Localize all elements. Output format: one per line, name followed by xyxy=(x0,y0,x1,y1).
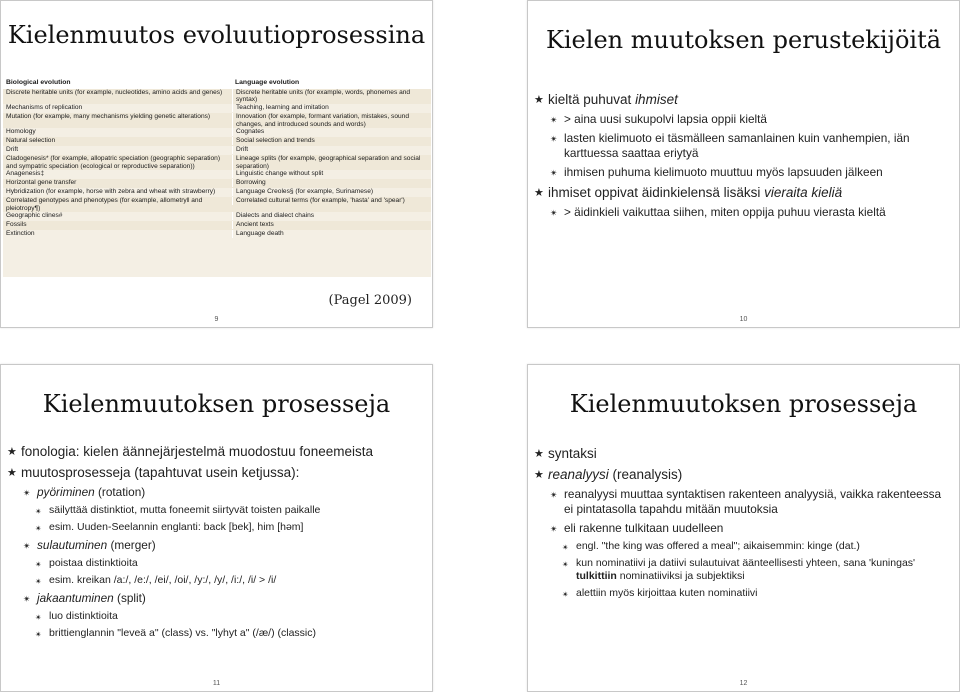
bullet-emphasis: tulkittiin xyxy=(576,570,617,582)
slide-title: Kielenmuutoksen prosesseja xyxy=(569,390,918,418)
cell-language: Innovation (for example, formant variation, mistakes, sound changes, and introduced sounds and words) xyxy=(232,113,428,128)
bullet-text: poistaa distinktioita xyxy=(49,557,138,569)
cell-language: Language death xyxy=(232,230,428,238)
table-header xyxy=(3,77,431,89)
asterisk-bullet-icon: ✴ xyxy=(23,488,31,498)
table-row xyxy=(3,137,431,146)
asterisk-bullet-icon: ✴ xyxy=(23,594,31,604)
page-number: 10 xyxy=(739,316,748,323)
bullet-item xyxy=(7,610,424,623)
bullet-text: (rotation) xyxy=(94,485,146,499)
table-row xyxy=(3,146,431,155)
asterisk-bullet-icon: ✴ xyxy=(23,541,31,551)
evolution-comparison-table xyxy=(3,77,431,277)
bullet-item xyxy=(7,538,424,553)
citation: (Pagel 2009) xyxy=(328,293,412,308)
bullet-term: reanalyysi xyxy=(548,467,609,482)
star-bullet-icon: ★ xyxy=(534,469,544,481)
bullet-item xyxy=(534,540,951,553)
bullet-item xyxy=(534,557,951,583)
cell-language: Linguistic change without split xyxy=(232,170,428,178)
cell-biological: Mechanisms of replication xyxy=(6,103,83,111)
bullet-item xyxy=(534,165,951,180)
page-number: 9 xyxy=(214,316,219,323)
asterisk-bullet-icon: ✴ xyxy=(550,115,558,125)
bullet-item xyxy=(534,466,951,483)
table-row xyxy=(3,179,431,188)
cell-language: Ancient texts xyxy=(232,221,428,229)
cell-biological: Discrete heritable units (for example, nucleotides, amino acids and genes) xyxy=(6,88,223,96)
cell-biological: Homology xyxy=(6,128,36,136)
bullet-text: muutosprosesseja (tapahtuvat usein ketjussa): xyxy=(21,465,300,480)
bullet-text: ihmiset oppivat äidinkielensä lisäksi xyxy=(548,185,765,200)
bullet-item xyxy=(534,184,951,201)
bullet-text: esim. Uuden-Seelannin englanti: back [bek], him [həm] xyxy=(49,521,304,533)
star-bullet-icon: ★ xyxy=(534,187,544,199)
bullet-term: pyöriminen xyxy=(37,485,95,499)
bullet-item xyxy=(7,574,424,587)
bullet-item xyxy=(534,205,951,220)
cell-language: Correlated cultural terms (for example, 'hasta' and 'spear') xyxy=(232,197,428,205)
slide-12 xyxy=(527,364,960,692)
cell-language: Social selection and trends xyxy=(232,137,428,145)
table-row xyxy=(3,104,431,113)
bullet-term: sulautuminen xyxy=(37,538,108,552)
table-row xyxy=(3,170,431,179)
page-number: 11 xyxy=(212,680,221,687)
bullet-term: ihmiset xyxy=(635,92,678,107)
asterisk-bullet-icon: ✴ xyxy=(562,560,569,569)
slide-10 xyxy=(527,0,960,328)
table-row xyxy=(3,89,431,104)
bullet-item xyxy=(7,591,424,606)
table-row xyxy=(3,230,431,239)
cell-biological: Hybridization (for example, horse with zebra and wheat with strawberry) xyxy=(6,188,216,196)
bullet-item xyxy=(534,91,951,108)
cell-language: Lineage splits (for example, geographical separation and social separation) xyxy=(232,155,428,170)
bullet-text: eli rakenne tulkitaan uudelleen xyxy=(564,521,724,535)
bullet-term: jakaantuminen xyxy=(37,591,114,605)
asterisk-bullet-icon: ✴ xyxy=(550,490,558,500)
bullet-text: > äidinkieli vaikuttaa siihen, miten oppija puhuu vierasta kieltä xyxy=(564,205,886,219)
bullet-text: lasten kielimuoto ei täsmälleen samanlainen kuin vanhempien, iän karttuessa saattaa eriytyä xyxy=(564,131,910,160)
cell-language: Teaching, learning and imitation xyxy=(232,104,428,112)
cell-language: Cognates xyxy=(232,128,428,136)
cell-biological: Geographic clines# xyxy=(6,212,63,220)
bullet-item xyxy=(7,521,424,534)
bullet-text: engl. "the king was offered a meal"; aikaisemmin: kinge (dat.) xyxy=(576,540,860,552)
asterisk-bullet-icon: ✴ xyxy=(35,560,42,569)
table-row xyxy=(3,212,431,221)
asterisk-bullet-icon: ✴ xyxy=(550,524,558,534)
bullet-text: fonologia: kielen äännejärjestelmä muodostuu foneemeista xyxy=(21,444,373,459)
cell-biological: Cladogenesis* (for example, allopatric speciation (geographic separation) and sympatric speciation (ecological or reproductive separation)) xyxy=(6,155,221,170)
bullet-text: luo distinktioita xyxy=(49,610,118,622)
asterisk-bullet-icon: ✴ xyxy=(562,590,569,599)
table-row xyxy=(3,221,431,230)
bullet-text: kun nominatiivi ja datiivi sulautuivat äänteellisesti yhteen, sana 'kuningas' xyxy=(576,557,916,569)
bullet-item xyxy=(7,443,424,460)
table-body xyxy=(3,89,431,240)
bullet-text: esim. kreikan /a:/, /e:/, /ei/, /oi/, /y:/, /y/, /i:/, /i/ > /i/ xyxy=(49,574,277,586)
header-language: Language evolution xyxy=(235,79,300,86)
header-biological: Biological evolution xyxy=(6,79,71,86)
bullet-text: (merger) xyxy=(107,538,156,552)
asterisk-bullet-icon: ✴ xyxy=(562,543,569,552)
bullet-text: brittienglannin "leveä a" (class) vs. "lyhyt a" (/æ/) (classic) xyxy=(49,627,316,639)
slide-9 xyxy=(0,0,433,328)
slide-title: Kielen muutoksen perustekijöitä xyxy=(545,26,942,54)
slide-title: Kielenmuutos evoluutioprosessina xyxy=(7,21,426,49)
bullet-text-end: nominatiiviksi ja subjektiksi xyxy=(616,570,745,582)
table-row xyxy=(3,188,431,197)
bullet-text: (split) xyxy=(113,591,146,605)
cell-language: Borrowing xyxy=(232,179,428,187)
bullet-text: kieltä puhuvat xyxy=(548,92,636,107)
asterisk-bullet-icon: ✴ xyxy=(35,507,42,516)
cell-language: Discrete heritable units (for example, words, phonemes and syntax) xyxy=(232,89,428,104)
cell-biological: Mutation (for example, many mechanisms yielding genetic alterations) xyxy=(6,112,211,120)
bullet-text: säilyttää distinktiot, mutta foneemit siirtyvät toisten paikalle xyxy=(49,504,321,516)
cell-biological: Horizontal gene transfer xyxy=(6,179,77,187)
bullet-text: ihmisen puhuma kielimuoto muuttuu myös lapsuuden jälkeen xyxy=(564,165,883,179)
asterisk-bullet-icon: ✴ xyxy=(550,134,558,144)
cell-language: Language Creoles§ (for example, Surinamese) xyxy=(232,188,428,196)
table-row xyxy=(3,128,431,137)
asterisk-bullet-icon: ✴ xyxy=(35,630,42,639)
cell-biological: Fossils xyxy=(6,221,27,229)
table-row xyxy=(3,197,431,212)
star-bullet-icon: ★ xyxy=(534,94,544,106)
cell-biological: Correlated genotypes and phenotypes (for example, allometry‖ and pleiotropy¶) xyxy=(6,197,203,212)
slide-title: Kielenmuutoksen prosesseja xyxy=(42,390,391,418)
bullet-text: reanalyysi muuttaa syntaktisen rakenteen analyysiä, vaikka rakenteessa ei pintatasolla tapahdu mitään muutoksia xyxy=(564,487,942,516)
bullet-text: syntaksi xyxy=(548,446,597,461)
bullet-item xyxy=(534,112,951,127)
bullet-list xyxy=(534,87,951,220)
star-bullet-icon: ★ xyxy=(7,446,17,458)
slide-11 xyxy=(0,364,433,692)
page-number: 12 xyxy=(739,680,748,687)
bullet-text: > aina uusi sukupolvi lapsia oppii kieltä xyxy=(564,112,767,126)
star-bullet-icon: ★ xyxy=(534,448,544,460)
cell-biological: Anagenesis‡ xyxy=(6,170,45,178)
table-row xyxy=(3,155,431,170)
bullet-item xyxy=(7,464,424,481)
cell-biological: Drift xyxy=(6,146,19,154)
cell-language: Drift xyxy=(232,146,428,154)
cell-language: Dialects and dialect chains xyxy=(232,212,428,220)
asterisk-bullet-icon: ✴ xyxy=(35,613,42,622)
bullet-item xyxy=(534,445,951,462)
cell-biological: Extinction xyxy=(6,230,35,238)
bullet-item xyxy=(7,504,424,517)
bullet-item xyxy=(7,627,424,640)
bullet-item xyxy=(7,557,424,570)
asterisk-bullet-icon: ✴ xyxy=(550,168,558,178)
table-row xyxy=(3,113,431,128)
bullet-item xyxy=(534,487,951,517)
bullet-item xyxy=(534,131,951,161)
asterisk-bullet-icon: ✴ xyxy=(35,524,42,533)
bullet-item xyxy=(7,485,424,500)
asterisk-bullet-icon: ✴ xyxy=(550,208,558,218)
bullet-item xyxy=(534,521,951,536)
bullet-term: vieraita kieliä xyxy=(764,185,843,200)
bullet-item xyxy=(534,587,951,600)
bullet-text: alettiin myös kirjoittaa kuten nominatiivi xyxy=(576,587,758,599)
asterisk-bullet-icon: ✴ xyxy=(35,577,42,586)
star-bullet-icon: ★ xyxy=(7,467,17,479)
bullet-list xyxy=(534,441,951,600)
bullet-text: (reanalysis) xyxy=(608,467,683,482)
cell-biological: Natural selection xyxy=(6,137,56,145)
bullet-list xyxy=(7,439,424,640)
